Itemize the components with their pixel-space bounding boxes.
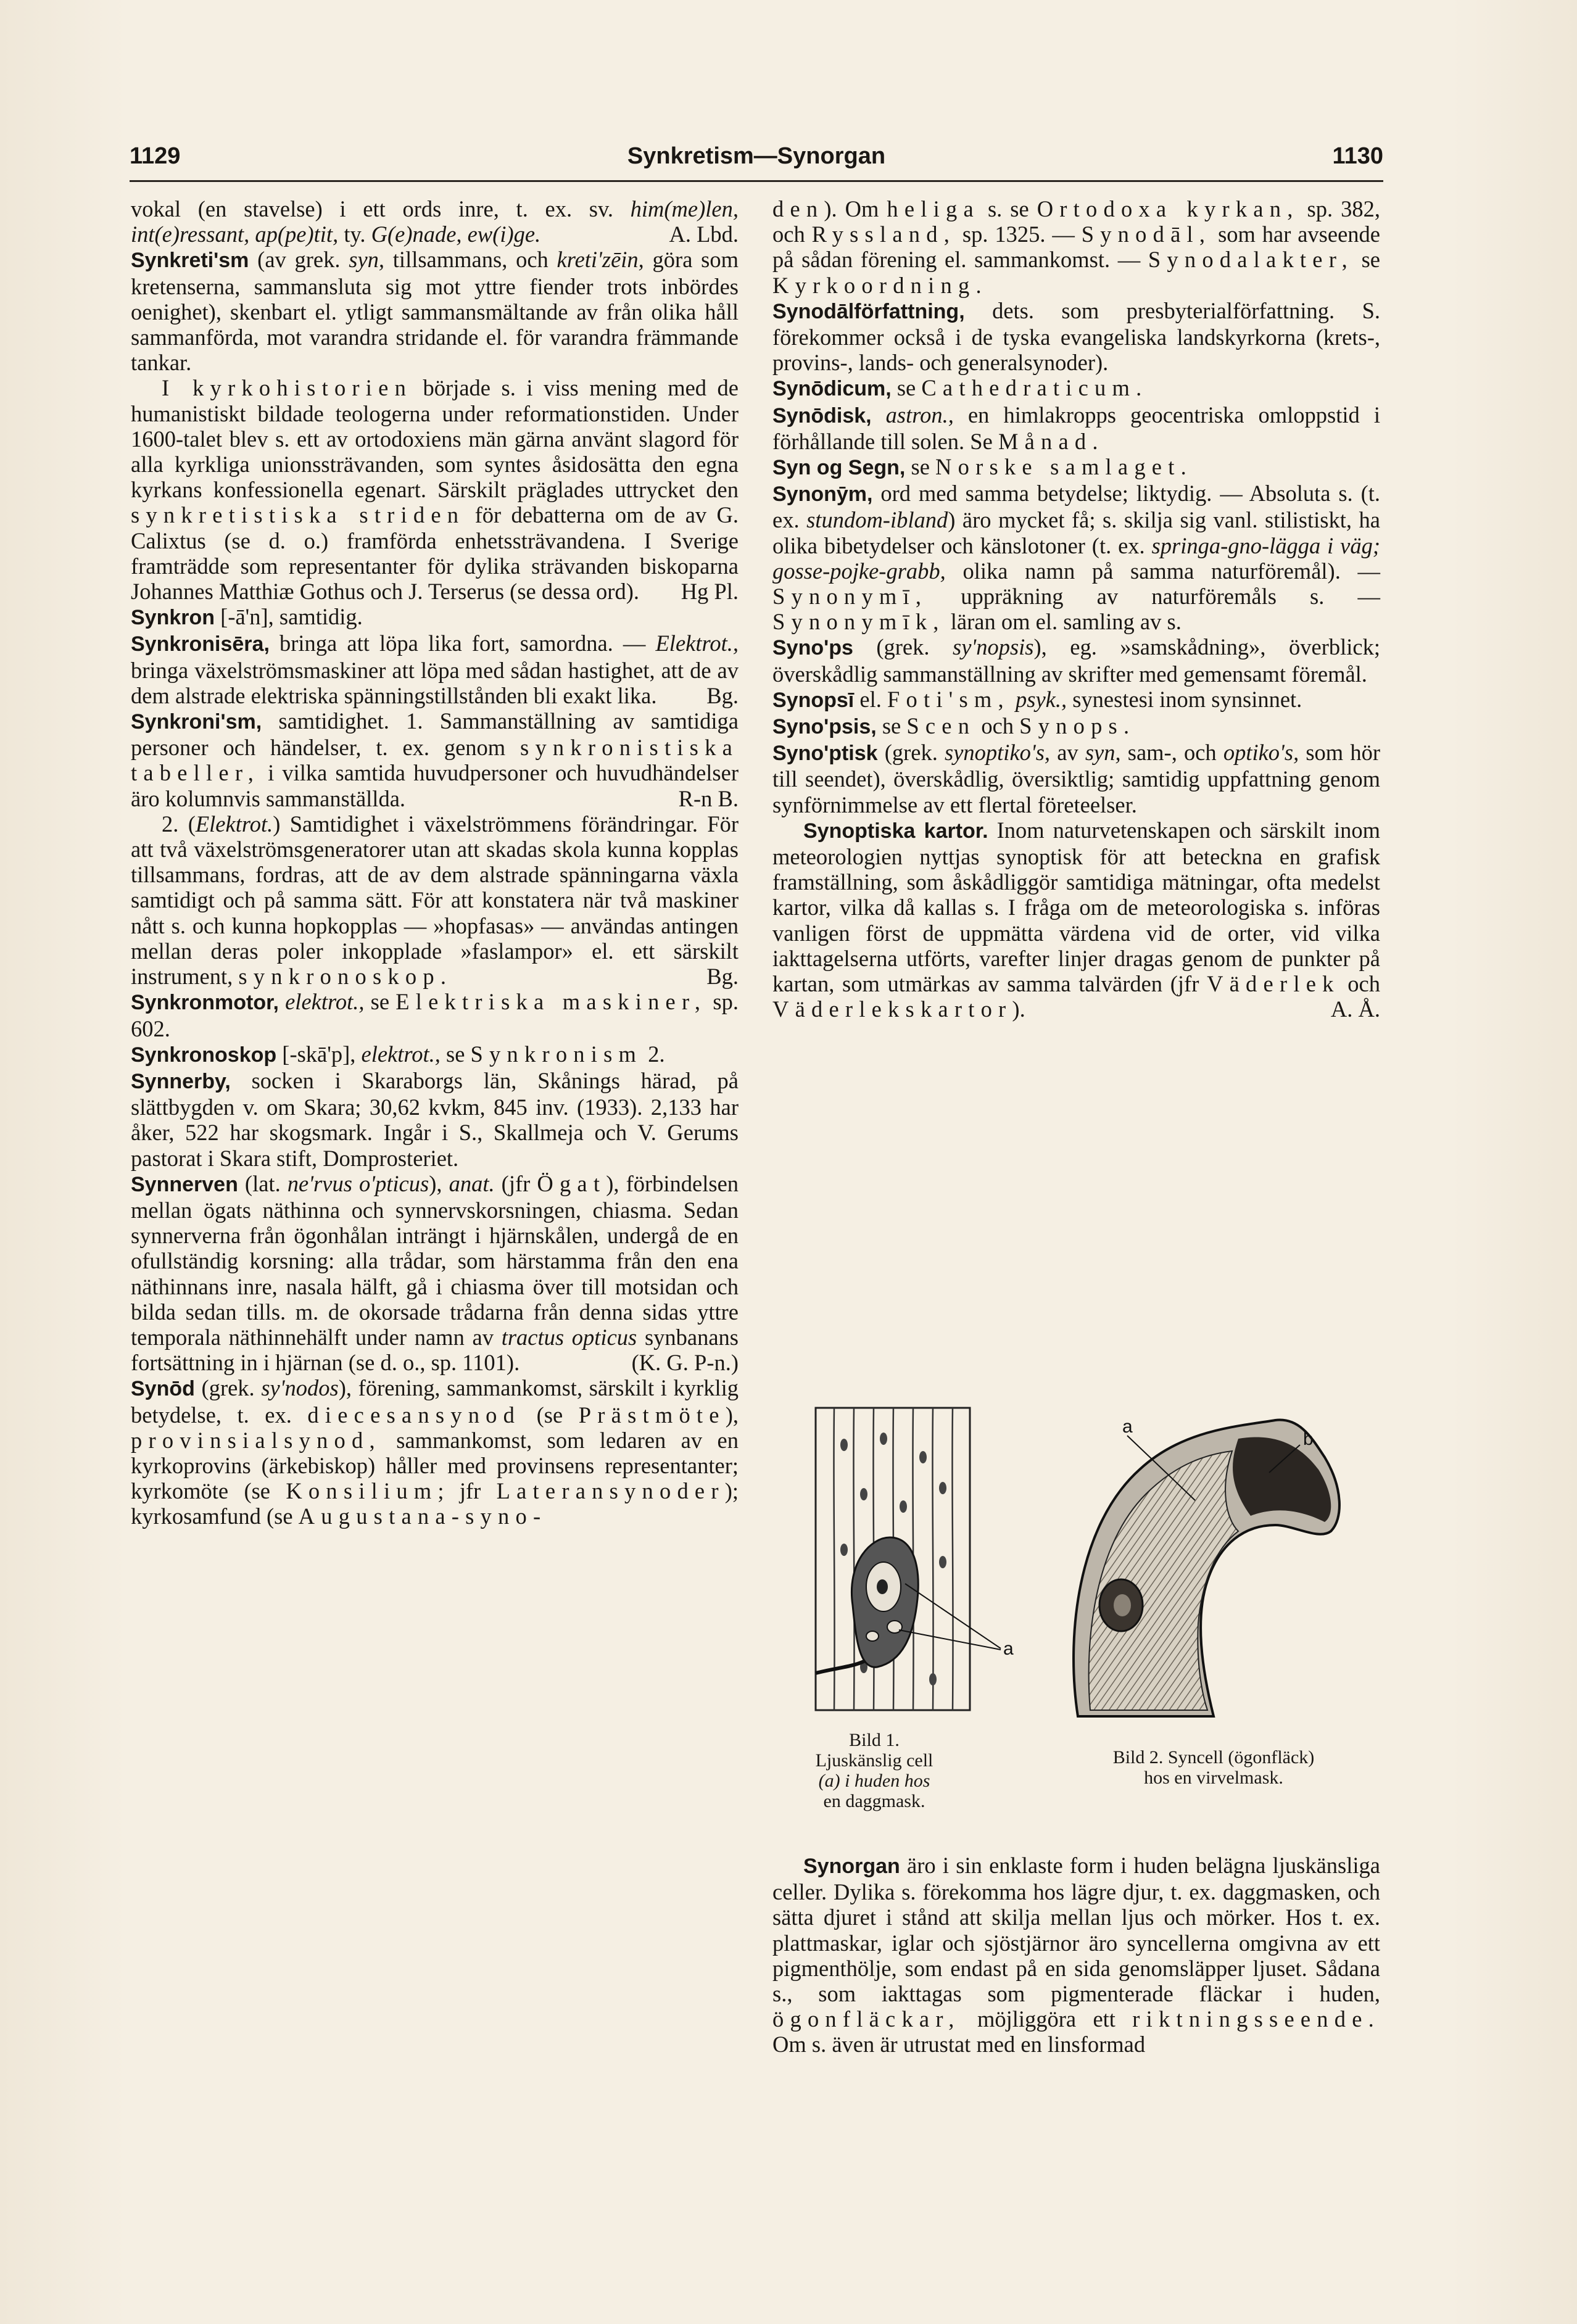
entry-synkretism: Synkreti'sm (av grek. syn, tillsammans, och kreti'zēin, göra som kretenserna, sammansluta sig mot yttre fiender trots inbördes oenighet), skenbart el. ytligt sammansmältande av från olika håll sammanförda, mot varandra stridande el. för varandra främmande tankar. xyxy=(131,247,739,376)
entry-synodicum: Synōdicum, se Cathedraticum. xyxy=(772,375,1148,401)
running-title: Synkretism—Synorgan xyxy=(627,143,886,169)
figure-2-illustration xyxy=(1053,1402,1349,1722)
fig2-label-a: a xyxy=(1122,1416,1133,1437)
entry-synopsi: Synopsī el. Foti'sm, psyk., synestesi inom synsinnet. xyxy=(772,686,1302,712)
entry-synorgan: Synorgan äro i sin enklaste form i huden belägna ljuskänsliga celler. Dylika s. förekomma hos lägre djur, t. ex. daggmasken, och sätta djuret i stånd att skilja mellan ljus och mörker. Hos t. ex. plattmaskar, iglar och sjöstjärnor äro syncellerna omgivna av ett pigmenthölje, som endast på en sida genomsläpper ljuset. Sådana s., som iakttagas som pigmenterade fläckar i huden, ögonfläckar, möjliggöra ett riktningsseende. Om s. även är utrustat med en linsformad xyxy=(772,1853,1380,2057)
left-column xyxy=(131,196,739,1529)
fig1-label-a: a xyxy=(1003,1639,1014,1659)
entry-syn-og-segn: Syn og Segn, se Norske samlaget. xyxy=(772,454,1193,480)
entry-synod: Synōd (grek. sy'nodos), förening, sammankomst, särskilt i kyrklig betydelse, t. ex. diecesansynod (se Prästmöte), provinsialsynod, sammankomst, som ledaren av en kyrkoprovins (ärkebiskop) håller med provinsens representanter; kyrkomöte (se Konsilium; jfr Lateransynoder); kyrkosamfund (se Augustana-syno- xyxy=(131,1375,739,1529)
figure-1-caption: Bild 1. Ljuskänslig cell (a) i huden hos en daggmask. xyxy=(815,1730,933,1811)
entry-synkronism: Synkroni'sm, samtidighet. 1. Sammanställning av samtidiga personer och händelser, t. ex. genom synkronistiska tabeller, i vilka samtida huvudpersoner och huvudhändelser äro kolumnvis sammanställda. R-n B. xyxy=(131,708,739,811)
figure-2-caption: Bild 2. Syncell (ögonfläck) hos en virvelmask. xyxy=(1112,1747,1315,1788)
entry-synonym: Synonȳm, ord med samma betydelse; liktydig. — Absoluta s. (t. ex. stundom-ibland) äro mycket få; s. skilja sig vanl. stilistiskt, ha olika bibetydelser och känslotoner (t. ex. springa-gno-lägga i väg; gosse-pojke-grabb, olika namn på samma naturföremål). — Synonymī, uppräkning av naturföremåls s. — Synonymīk, läran om el. samling av s. xyxy=(772,481,1380,635)
entry-synkron: Synkron [-ā'n], samtidig. xyxy=(131,604,363,630)
entry-synoptiska-kartor: Synoptiska kartor. Inom naturvetenskapen och särskilt inom meteorologien nyttjas synoptisk för att beteckna en grafisk framställning, som åskådliggör samtidiga mätningar, ofta medelst kartor, vilka då kallas s. I fråga om de meteorologiska s. införas vanligen först de uppmätta värdena vid de orter, vid vilka iakttagelserna utförts, varefter linjer dragas genom de punkter på kartan, som utmärkas av samma talvärden (jfr Väderlek och Väderlekskartor). A. Å. xyxy=(772,817,1380,1022)
entry-synops: Syno'ps (grek. sy'nopsis), eg. »samskådning», överblick; överskådlig sammanställning av skrifter med gemensamt föremål. xyxy=(772,634,1380,687)
entry-synkronmotor: Synkronmotor, elektrot., se Elektriska maskiner, sp. 602. xyxy=(131,989,739,1041)
page-number-right: 1130 xyxy=(1332,143,1383,169)
fig2-label-b: b xyxy=(1303,1429,1314,1449)
figure-1-illustration xyxy=(797,1402,1032,1722)
entry-synkronoskop: Synkronoskop [-skā'p], elektrot., se Synkronism 2. xyxy=(131,1041,665,1067)
page-header xyxy=(130,143,1383,180)
right-column xyxy=(772,196,1380,1022)
page-number-left: 1129 xyxy=(130,143,181,169)
entry-synkronisera: Synkronisēra, bringa att löpa lika fort, samordna. — Elektrot., bringa växelströmsmaskiner att löpa med sådan hastighet, att de av dem alstrade elektriska spänningstillstånden bli exakt lika. Bg. xyxy=(131,631,739,708)
entry-vokal: vokal (en stavelse) i ett ords inre, t. ex. sv. him(me)len, int(e)ressant, ap(pe)tit, ty. G(e)nade, ew(i)ge. A. Lbd. xyxy=(131,196,739,247)
entry-synopsis: Syno'psis, se Scen och Synops. xyxy=(772,713,1136,739)
figures-area xyxy=(772,1402,1380,1834)
right-column-lower xyxy=(772,1853,1380,2057)
entry-synnerby: Synnerby, socken i Skaraborgs län, Skånings härad, på slättbygden v. om Skara; 30,62 kvkm, 845 inv. (1933). 2,133 har åker, 522 har skogsmark. Ingår i S., Skallmeja och V. Gerums pastorat i Skara stift, Domprosteriet. xyxy=(131,1067,739,1171)
header-rule xyxy=(130,180,1383,182)
entry-synod-cont: den). Om heliga s. se Ortodoxa kyrkan, sp. 382, och Ryssland, sp. 1325. — Synodāl, som har avseende på sådan förening el. sammankomst. — Synodalakter, se Kyrkoordning. xyxy=(772,196,1381,298)
entry-synoptisk: Syno'ptisk (grek. synoptiko's, av syn, sam-, och optiko's, som hör till seendet), överskådlig, översiktlig; samtidig uppfattning genom synförnimmelse av ett flertal företeelser. xyxy=(772,740,1381,817)
entry-synodalforfattning: Synodālförfattning, dets. som presbyterialförfattning. S. förekommer också i de tyska evangeliska landskyrkorna (krets-, provins-, lands- och generalsynoder). xyxy=(772,297,1380,376)
entry-synnerven: Synnerven (lat. ne'rvus o'pticus), anat. (jfr Ögat), förbindelsen mellan ögats näthinna och synnervskorsningen, chiasma. Sedan synnerverna från ögonhålan inträngt i hjärnskålen, undergå de en ofullständig korsning: alla trådar, som härstamma från den ena näthinnans inre, nasala hälft, gå i chiasma över till motsidan och bilda sedan tills. m. de okorsade trådarna från denna sidas yttre temporala näthinnehälft under namn av tractus opticus synbanans fortsättning in i hjärnan (se d. o., sp. 1101). (K. G. P-n.) xyxy=(131,1170,739,1376)
entry-synodisk: Synōdisk, astron., en himlakropps geocentriska omloppstid i förhållande till solen. Se Månad. xyxy=(772,402,1380,454)
entry-kyrkohistorien: I kyrkohistorien började s. i viss mening med de humanistiskt bildade teologerna under reformationstiden. Under 1600-talet blev s. ett av ortodoxiens män gärna använt slagord för alla kyrkliga unionssträvanden, som syntes åsidosätta den egna kyrkans konfessionella egenart. Särskilt präglades uttrycket den synkretistiska striden för debatterna om de av G. Calixtus (se d. o.) framförda enhetssträvandena. I Sverige framträdde som representanter för dylika strävanden biskoparna Johannes Matthiæ Gothus och J. Terserus (se dessa ord). Hg Pl. xyxy=(131,375,739,605)
entry-synkronism-2: 2. (Elektrot.) Samtidighet i växelströmmens förändringar. För att två växelströmsgeneratorer utan att skadas skola kunna kopplas tillsammans, fordras, att de av dem alstrade spänningarna växla samtidigt och på samma sätt. För att konstatera när två maskiner nått s. och kunna hopkopplas — »hopfasas» — användas antingen mellan deras poler inkopplade »faslampor» el. ett särskilt instrument, synkronoskop. Bg. xyxy=(131,811,739,990)
